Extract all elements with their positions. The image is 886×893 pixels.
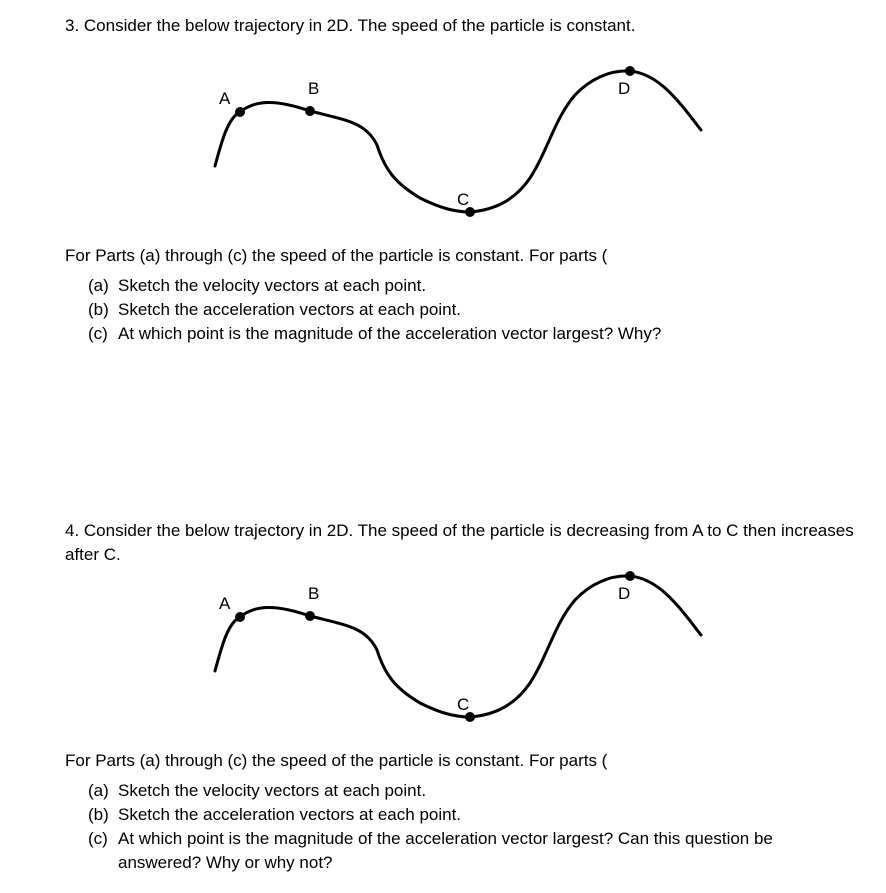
question-4-intro: For Parts (a) through (c) the speed of the particle is constant. For parts (	[65, 751, 608, 770]
question-3-intro: For Parts (a) through (c) the speed of the particle is constant. For parts (	[65, 246, 608, 265]
part-tag: (c)	[88, 324, 108, 343]
point-b-label: B	[308, 79, 320, 98]
point-b-label: B	[308, 584, 320, 603]
part-tag: (b)	[88, 805, 109, 824]
trajectory-figure-3	[0, 0, 886, 240]
part-b	[88, 298, 828, 322]
point-a-label: A	[219, 594, 231, 613]
part-text: Sketch the acceleration vectors at each point.	[118, 300, 462, 319]
point-b-marker	[305, 611, 315, 621]
part-text: At which point is the magnitude of the acceleration vector largest? Why?	[118, 324, 662, 343]
part-tag: (c)	[88, 829, 108, 848]
part-a	[88, 274, 828, 298]
point-a-marker	[235, 612, 245, 622]
part-c	[88, 322, 828, 346]
point-c-label: C	[457, 695, 470, 714]
point-b-marker	[305, 106, 315, 116]
point-a-marker	[235, 107, 245, 117]
point-d-marker	[625, 571, 635, 581]
point-d-label: D	[618, 584, 631, 603]
trajectory-figure-4	[0, 505, 886, 745]
point-d-label: D	[618, 79, 631, 98]
question-3-parts	[88, 274, 828, 346]
part-a	[88, 779, 828, 803]
question-3-heading: 3. Consider the below trajectory in 2D. The speed of the particle is constant.	[65, 16, 636, 35]
part-tag: (a)	[88, 276, 109, 295]
part-b	[88, 803, 828, 827]
point-c-label: C	[457, 190, 470, 209]
part-text: Sketch the acceleration vectors at each point.	[118, 805, 462, 824]
part-text: Sketch the velocity vectors at each point.	[118, 276, 427, 295]
part-tag: (b)	[88, 300, 109, 319]
question-4-heading: 4. Consider the below trajectory in 2D. The speed of the particle is decreasing from A to C then increases after C.	[65, 521, 854, 564]
question-4-parts	[88, 779, 828, 875]
point-d-marker	[625, 66, 635, 76]
part-text: Sketch the velocity vectors at each point.	[118, 781, 427, 800]
point-a-label: A	[219, 89, 231, 108]
part-tag: (a)	[88, 781, 109, 800]
part-c	[88, 827, 828, 875]
part-text: At which point is the magnitude of the acceleration vector largest? Can this question be answered? Why or why not?	[118, 829, 773, 872]
